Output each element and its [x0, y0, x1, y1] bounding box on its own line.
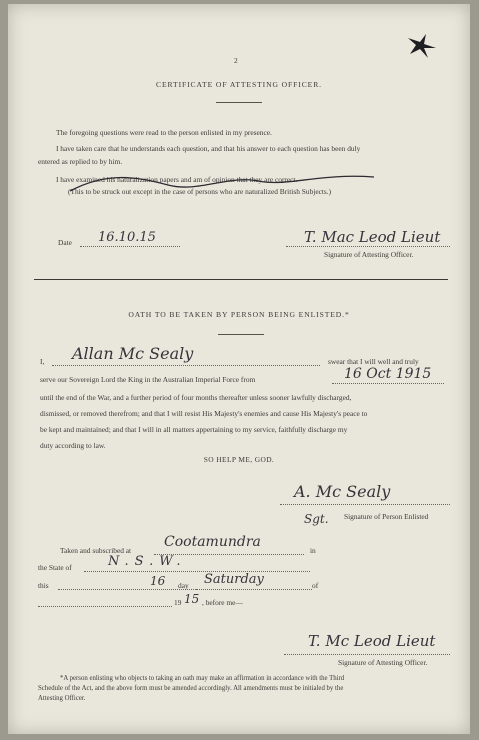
person-signature-line	[280, 504, 450, 505]
state-value: N.S.W.	[108, 554, 187, 569]
officer2-signature-label: Signature of Attesting Officer.	[338, 658, 428, 667]
footnote-line-1: *A person enlisting who objects to taking an oath may make an affirmation in accordance with the Third	[60, 675, 345, 682]
day-value: 16	[150, 574, 166, 588]
rank-mark: Sgt.	[304, 512, 329, 526]
officer2-signature-line	[284, 654, 450, 655]
oath-line-2: serve our Sovereign Lord the King in the Australian Imperial Force from	[40, 375, 256, 384]
before-label: , before me—	[202, 598, 243, 607]
divider	[218, 334, 264, 335]
state-field	[84, 571, 310, 572]
from-date-field	[332, 383, 444, 384]
date-value: 16.10.15	[98, 230, 156, 245]
oath-line-3: until the end of the War, and a further period of four months thereafter unless sooner lawfully discharged,	[40, 393, 352, 402]
divider	[216, 102, 262, 103]
year-prefix: 19	[174, 598, 182, 607]
certificate-line-4: (This to be struck out except in the case of persons who are naturalized British Subjects.)	[68, 187, 332, 196]
this-label: this	[38, 581, 49, 590]
page-number: 2	[234, 56, 238, 65]
strike-through-mark	[68, 167, 378, 201]
certificate-heading: CERTIFICATE OF ATTESTING OFFICER.	[156, 80, 322, 89]
day-field	[58, 589, 196, 590]
officer2-signature: T. Mc Leod Lieut	[308, 632, 436, 650]
enlisted-name: Allan Mc Sealy	[72, 344, 194, 363]
year-value: 15	[184, 592, 200, 606]
certificate-line-3: I have examined his naturalization papers and am of opinion that they are correct.	[56, 175, 298, 184]
certificate-line-1: The foregoing questions were read to the person enlisted in my presence.	[56, 128, 272, 137]
attestation-page	[8, 4, 470, 734]
oath-line-6: duty according to law.	[40, 441, 106, 450]
oath-closing: SO HELP ME, GOD.	[203, 455, 275, 464]
footnote-line-2: Schedule of the Act, and the above form must be amended accordingly. All amendments must be initialed by the	[38, 685, 344, 692]
weekday-field	[196, 589, 312, 590]
place-value: Cootamundra	[164, 534, 261, 550]
footnote-line-3: Attesting Officer.	[38, 695, 86, 702]
ink-blot-icon	[404, 30, 438, 60]
certificate-line-2: I have taken care that he understands each question, and that his answer to each question has been duly	[56, 144, 361, 153]
date-field	[80, 246, 180, 247]
officer-signature: T. Mac Leod Lieut	[304, 228, 441, 246]
oath-line-4: dismissed, or removed therefrom; and that I will resist His Majesty's enemies and cause His Majesty's peace to	[40, 409, 368, 418]
oath-line-1: swear that I will well and truly	[328, 357, 419, 366]
of-label: of	[312, 581, 319, 590]
from-date-value: 16 Oct 1915	[344, 366, 432, 382]
weekday-value: Saturday	[204, 572, 264, 587]
name-field	[52, 365, 320, 366]
day-label: day	[178, 581, 189, 590]
officer-signature-label: Signature of Attesting Officer.	[324, 250, 414, 259]
taken-label: Taken and subscribed at	[60, 546, 132, 555]
officer-signature-line	[286, 246, 450, 247]
certificate-line-2b: entered as replied to by him.	[38, 157, 123, 166]
state-label: the State of	[38, 563, 72, 572]
date-label: Date	[58, 238, 72, 247]
oath-heading: OATH TO BE TAKEN BY PERSON BEING ENLISTED.*	[128, 310, 350, 319]
in-label: in	[310, 546, 316, 555]
person-signature-label: Signature of Person Enlisted	[344, 512, 429, 521]
person-signature: A. Mc Sealy	[294, 482, 391, 501]
section-rule	[34, 279, 448, 280]
year-lead-field	[38, 606, 172, 607]
oath-i-label: I,	[40, 357, 45, 366]
oath-line-5: be kept and maintained; and that I will in all matters appertaining to my service, faithfully discharge my	[40, 425, 348, 434]
